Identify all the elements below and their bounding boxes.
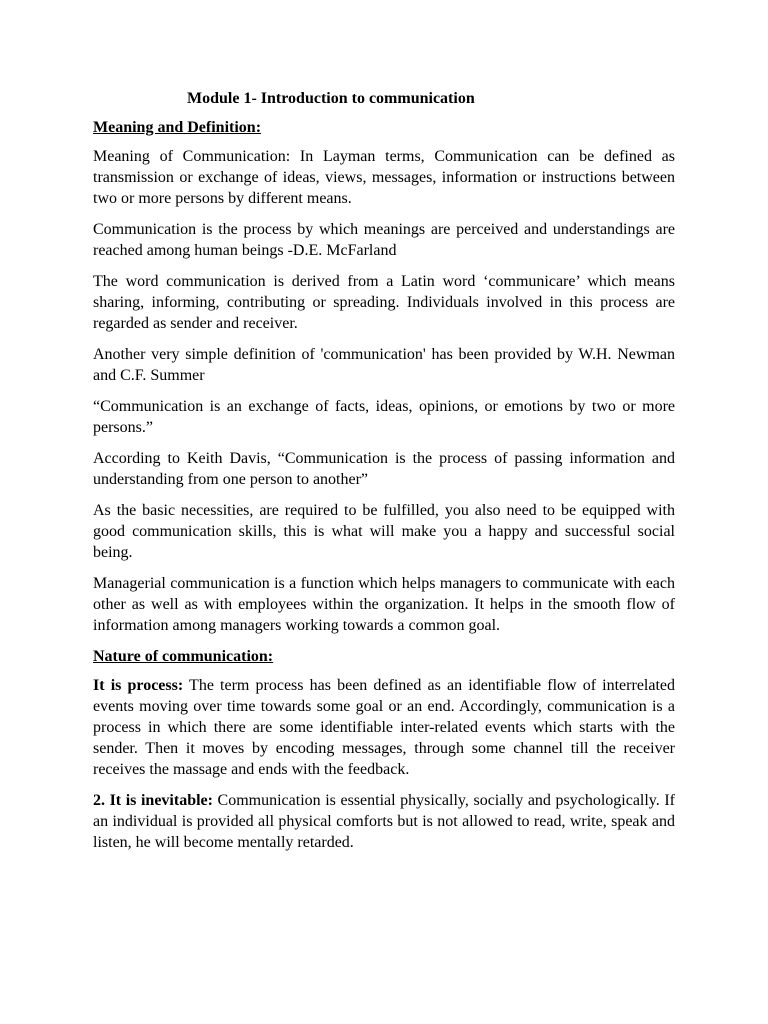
document-page xyxy=(93,88,675,863)
nature-item-process-text: The term process has been defined as an identifiable flow of interrelated events moving over time towards some goal or an end. Accordingly, communication is a process in which there are some identifiable inter-related events which starts with the sender. Then it moves by encoding messages, through some channel till the receiver receives the massage and ends with the feedback. xyxy=(93,677,676,778)
paragraph-mcfarland-definition: Communication is the process by which meanings are perceived and understandings are reached among human beings -D.E. McFarland xyxy=(93,221,675,259)
section-heading-nature: Nature of communication: xyxy=(93,648,274,665)
paragraph-keith-davis: According to Keith Davis, “Communication is the process of passing information and understanding from one person to another” xyxy=(93,450,675,488)
nature-item-inevitable xyxy=(93,790,675,853)
nature-item-inevitable-text: Communication is essential physically, socially and psychologically. If an individual is provided all physical comforts but is not allowed to read, write, speak and listen, he will become mentally retarded. xyxy=(93,792,676,851)
paragraph-newman-intro: Another very simple definition of 'communication' has been provided by W.H. Newman and C.F. Summer xyxy=(93,346,675,384)
paragraph-meaning: Meaning of Communication: In Layman terms, Communication can be defined as transmission or exchange of ideas, views, messages, information or instructions between two or more persons by different means. xyxy=(93,148,675,207)
nature-item-process xyxy=(93,675,675,780)
nature-item-process-lead: It is process: xyxy=(93,677,184,694)
page-title: Module 1- Introduction to communication xyxy=(187,90,475,107)
nature-item-inevitable-lead: 2. It is inevitable: xyxy=(93,792,213,809)
section-heading-meaning: Meaning and Definition: xyxy=(93,119,262,136)
paragraph-necessities: As the basic necessities, are required to be fulfilled, you also need to be equipped with good communication skills, this is what will make you a happy and successful social being. xyxy=(93,502,675,561)
paragraph-etymology: The word communication is derived from a Latin word ‘communicare’ which means sharing, informing, contributing or spreading. Individuals involved in this process are regarded as sender and receiver. xyxy=(93,273,675,332)
paragraph-managerial: Managerial communication is a function which helps managers to communicate with each other as well as with employees within the organization. It helps in the smooth flow of information among managers working towards a common goal. xyxy=(93,575,675,634)
paragraph-newman-quote: “Communication is an exchange of facts, ideas, opinions, or emotions by two or more persons.” xyxy=(93,398,675,436)
